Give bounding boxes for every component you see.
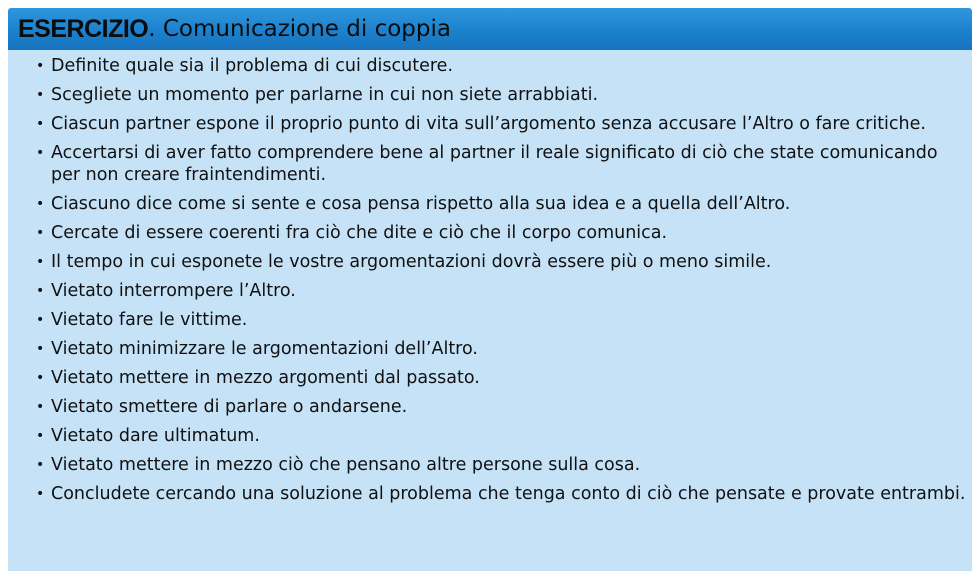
- list-item-text: Definite quale sia il problema di cui discutere.: [51, 56, 454, 76]
- list-item-text: Ciascuno dice come si sente e cosa pensa rispetto alla sua idea e a quella dell’Altro.: [51, 194, 791, 214]
- bullet-icon: •: [36, 225, 45, 241]
- list-item: [36, 338, 966, 360]
- bullet-icon: •: [36, 58, 45, 74]
- bullet-icon: •: [36, 196, 45, 212]
- title-keyword: ESERCIZIO: [18, 14, 149, 43]
- list-item: [36, 454, 966, 476]
- list-item: [36, 193, 966, 215]
- bullet-icon: •: [36, 283, 45, 299]
- list-item: [36, 309, 966, 331]
- bullet-icon: •: [36, 341, 45, 357]
- bullet-icon: •: [36, 486, 45, 502]
- list-item: [36, 113, 966, 135]
- list-item-text: Vietato mettere in mezzo argomenti dal passato.: [51, 368, 480, 388]
- bullet-icon: •: [36, 312, 45, 328]
- list-item-text: Vietato fare le vittime.: [51, 310, 248, 330]
- slide-title-bar: [8, 8, 972, 50]
- list-item-text: Vietato minimizzare le argomentazioni dell’Altro.: [51, 339, 478, 359]
- content-panel: [8, 50, 972, 571]
- list-item-text: Scegliete un momento per parlarne in cui non siete arrabbiati.: [51, 85, 599, 105]
- list-item: [36, 483, 966, 505]
- list-item-text: Vietato interrompere l’Altro.: [51, 281, 296, 301]
- bullet-icon: •: [36, 87, 45, 103]
- title-text: . Comunicazione di coppia: [148, 15, 451, 42]
- bullet-icon: •: [36, 370, 45, 386]
- list-item: [36, 142, 966, 186]
- list-item: [36, 84, 966, 106]
- list-item: [36, 425, 966, 447]
- list-item-text: Il tempo in cui esponete le vostre argomentazioni dovrà essere più o meno simile.: [51, 252, 772, 272]
- list-item: [36, 222, 966, 244]
- bullet-icon: •: [36, 145, 45, 161]
- list-item-text: Vietato mettere in mezzo ciò che pensano altre persone sulla cosa.: [51, 455, 641, 475]
- list-item-text: Concludete cercando una soluzione al problema che tenga conto di ciò che pensate e provate entrambi.: [51, 484, 966, 504]
- list-item: [36, 55, 966, 77]
- bullet-icon: •: [36, 116, 45, 132]
- list-item: [36, 280, 966, 302]
- list-item-text: Vietato dare ultimatum.: [51, 426, 260, 446]
- bullet-list: [36, 55, 966, 505]
- list-item-text: Ciascun partner espone il proprio punto di vita sull’argomento senza accusare l’Altro o fare critiche.: [51, 114, 926, 134]
- list-item: [36, 251, 966, 273]
- list-item-text: Vietato smettere di parlare o andarsene.: [51, 397, 408, 417]
- bullet-icon: •: [36, 254, 45, 270]
- list-item: [36, 367, 966, 389]
- list-item: [36, 396, 966, 418]
- list-item-text: Accertarsi di aver fatto comprendere bene al partner il reale significato di ciò che state comunicando per non creare fraintendimenti.: [51, 143, 938, 185]
- list-item-text: Cercate di essere coerenti fra ciò che dite e ciò che il corpo comunica.: [51, 223, 668, 243]
- bullet-icon: •: [36, 399, 45, 415]
- bullet-icon: •: [36, 457, 45, 473]
- bullet-icon: •: [36, 428, 45, 444]
